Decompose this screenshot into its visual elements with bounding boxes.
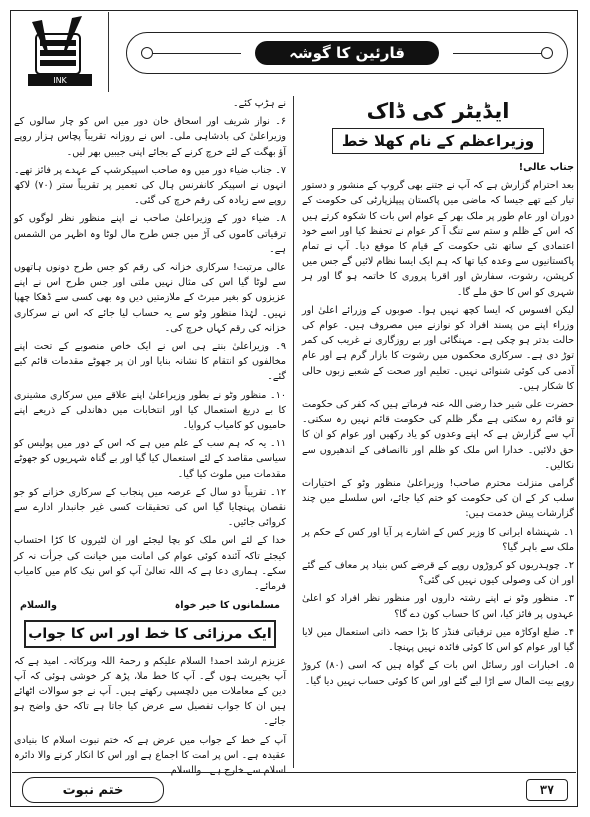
letter1-greeting: جناب عالی! xyxy=(518,162,574,173)
signoff-salutation: والسلام xyxy=(20,600,57,612)
banner-flourish-right xyxy=(453,53,543,54)
letter1-point: ۱۱۔ یہ کہ ہم سب کے علم میں ہے کہ اس کے دور میں پولیس کو سیاسی مقاصد کے لئے استعمال کیا گیا اور بے گناہ شہریوں کو جھوٹے مقدمات میں ملوث کیا گیا۔ xyxy=(14,438,286,480)
letter1-paragraph: بعد احترام گزارش ہے کہ آپ نے جتنے بھی گروپ کے منشور و دستور تیار کیے تھے جیسا کہ ماضی میں پاکستان پیپلزپارٹی کی حکومت کے دوران اور عام طور پر ملک بھر کے عوام اس بات کا شکوہ کرتے ہیں کہ اس کے ظلم و ستم سے تنگ آ کر عوام نے تحفظ کیا اور اسے خود اعتمادی کے ساتھ نئی حکومت کے قیام کا موقع دیا۔ آپ نے تمام پاکستانیوں سے وعدہ کیا تھا کہ ہم ایک ایسا نظام لائیں گے جس میں کرپشن، رشوت، سفارش اور اقربا پروری کا خاتمہ ہو گا اور ہر شہری کو اس کا حق ملے گا۔ xyxy=(302,180,574,298)
banner-dot-right xyxy=(541,47,553,59)
letter1-paragraph: عالی مرتبت! سرکاری خزانہ کی رقم کو جس طرح دونوں ہاتھوں سے لوٹا گیا اس کی مثال نہیں ملتی اور جس طرح اس نے اپنے عزیزوں کو بغیر میرٹ کے ملازمتیں دیں وہ بھی کسی سے ڈھکا چھپا نہیں۔ لہٰذا منظور وٹو سے یہ حساب لیا جائے کہ اس نے سرکاری خزانہ کی رقم کہاں خرچ کی۔ xyxy=(14,262,286,334)
logo-caption: INK xyxy=(53,76,67,85)
letter2-title: ایک مرزائی کا خط اور اس کا جواب xyxy=(24,620,276,648)
section-title: ایڈیٹر کی ڈاک xyxy=(366,99,510,123)
letter1-point: ۸۔ ضیاء دور کے وزیراعلیٰ صاحب نے اپنے منظور نظر لوگوں کو ترقیاتی کاموں کی آڑ میں جس طرح مال لوٹا وہ اظہر من الشمس ہے۔ xyxy=(14,213,286,255)
letter1-point: ۷۔ جناب ضیاء دور میں وہ صاحب اسپیکرشپ کے عہدے پر فائز تھے۔ انہوں نے اسپیکر کانفرنس ہال کی تعمیر پر تقریباً ستر (۷۰) لاکھ روپے سے زیادہ کی رقم خرچ کی گئی۔ xyxy=(14,164,286,207)
column-title: قارئین کا گوشہ xyxy=(255,41,439,65)
letter1-paragraph: لیکن افسوس کہ ایسا کچھ نہیں ہوا۔ صوبوں کے وزرائے اعلیٰ اور وزراء اپنے من پسند افراد کو نوازنے میں مصروف ہیں۔ عوام کی حالت بدتر ہو چکی ہے۔ مہنگائی اور بے روزگاری نے غریب کی کمر توڑ دی ہے۔ سرکاری محکموں میں رشوت کا بازار گرم ہے اور عام آدمی کی کوئی شنوائی نہیں۔ تعلیم اور صحت کے شعبے زبوں حالی کا شکار ہیں۔ xyxy=(302,304,574,392)
letter2-paragraph: عزیزم ارشد احمد! السلام علیکم و رحمۃ اللہ وبرکاتہ۔ امید ہے کہ آپ بخیریت ہوں گے۔ آپ کا خط ملا، پڑھ کر خوشی ہوئی کہ آپ دین کے معاملات میں دلچسپی رکھتے ہیں۔ آپ نے جو سوالات اٹھائے ہیں ان کا جواب تفصیل سے عرض کیا جاتا ہے تاکہ حق واضح ہو جائے۔ xyxy=(14,655,286,728)
right-column xyxy=(302,96,574,768)
letter1-point: ۵۔ اخبارات اور رسائل اس بات کے گواہ ہیں کہ اسی (۸۰) کروڑ روپے بیت المال سے اڑا لیے گئے اور اس کا کوئی حساب نہیں دیا گیا۔ xyxy=(302,660,574,687)
magazine-logo: ختم نبوت xyxy=(22,777,164,803)
letter1-point: ۱۲۔ تقریباً دو سال کے عرصہ میں پنجاب کے سرکاری خزانے کو جو نقصان پہنچایا گیا اس کی تحقیقات کسی غیر جانبدار ادارے سے کروائی جائیں۔ xyxy=(14,486,286,529)
letter1-point: ۱۰۔ منظور وٹو نے بطور وزیراعلیٰ اپنے علاقے میں سرکاری مشینری کا بے دریغ استعمال کیا اور انتخابات میں دھاندلی کے ذریعے اپنے حامیوں کو کامیاب کروایا۔ xyxy=(14,389,286,432)
banner-dot-left xyxy=(141,47,153,59)
letter1-point: ۳۔ منظور وٹو نے اپنے رشتہ داروں اور منظور نظر افراد کو اعلیٰ عہدوں پر فائز کیا، اس کا حساب کون دے گا؟ xyxy=(302,593,574,620)
page-footer xyxy=(12,772,576,807)
banner-flourish-left xyxy=(151,53,241,54)
article-columns xyxy=(14,96,574,776)
letter1-paragraph: گرامی منزلت محترم صاحب! وزیراعلیٰ منظور وٹو کے اختیارات سلب کر کے ان کی حکومت کو ختم کیا جائے، اس سلسلے میں چند گزارشات پیش خدمت ہیں: xyxy=(302,478,574,520)
letter1-point: ۲۔ چوہدریوں کو کروڑوں روپے کے قرضے کس بنیاد پر معاف کیے گئے اور ان کی وصولی کیوں نہیں کی گئی؟ xyxy=(302,560,574,587)
letter1-point: ۱۔ شہنشاہ ایرانی کا وزیر کس کے اشارے پر آیا اور کس کے حکم پر ملک سے باہر گیا؟ xyxy=(302,526,574,553)
letter1-point: ۹۔ وزیراعلیٰ بنتے ہی اس نے ایک خاص منصوبے کے تحت اپنے مخالفوں کو انتقام کا نشانہ بنایا اور ان پر جھوٹے مقدمات قائم کیے گئے۔ xyxy=(14,341,286,383)
letter2-paragraph: آپ کے خط کے جواب میں عرض ہے کہ ختم نبوت اسلام کا بنیادی عقیدہ ہے۔ اس پر امت کا اجماع ہے اور اس کا انکار کرنے والا دائرہ اسلام سے خارج ہے۔ والسلام۔ xyxy=(14,734,286,776)
letter1-closing: خدا کے لئے اس ملک کو بچا لیجئے اور ان لٹیروں کا کڑا احتساب کیجئے تاکہ آئندہ کوئی عوام کی امانت میں خیانت کی جرأت نہ کر سکے۔ ہماری دعا ہے کہ اللہ تعالیٰ آپ کو اس نیک کام میں کامیاب فرمائے۔ xyxy=(14,535,286,593)
masthead xyxy=(12,12,576,92)
column-divider xyxy=(293,96,294,768)
left-column xyxy=(14,96,286,776)
letter1-point: ۴۔ ضلع اوکاڑہ میں ترقیاتی فنڈز کا بڑا حصہ ذاتی استعمال میں لایا گیا اور عوام کو اس کا کوئی فائدہ نہیں پہنچا۔ xyxy=(302,626,574,654)
inkwell-logo xyxy=(12,12,109,92)
letter1-signoff xyxy=(20,598,280,613)
letter1-title: وزیراعظم کے نام کھلا خط xyxy=(332,128,544,154)
letter1-paragraph: حضرت علی شیر خدا رضی اللہ عنہ فرماتے ہیں کہ کفر کی حکومت تو قائم رہ سکتی ہے مگر ظلم کی حکومت قائم نہیں رہ سکتی۔ آپ سے گزارش ہے کہ اپنے وعدوں کو یاد رکھیں اور عوام کو ان کا حق دلائیں۔ خدارا اس ملک کو ظلم اور ناانصافی کے اندھیروں سے نکالیں۔ xyxy=(302,399,574,471)
letter1-point: ۶۔ نواز شریف اور اسحاق خان دور میں اس کو چار سالوں کے وزیراعلیٰ کی بادشاہی ملی۔ اس نے روزانہ تقریباً پچاس ہزار روپے آؤ بھگت کے لئے خرچ کرنے کے بجائے اپنی جیبیں بھر لیں۔ xyxy=(14,116,286,158)
inkwell-quill-icon xyxy=(12,12,108,92)
column-title-banner xyxy=(126,32,568,74)
letter1-continuation: نے ہڑپ کئے۔ xyxy=(232,98,286,109)
signoff-sender: مسلمانوں کا خیر خواہ xyxy=(174,600,280,612)
page-number: ۳۷ xyxy=(526,779,568,801)
